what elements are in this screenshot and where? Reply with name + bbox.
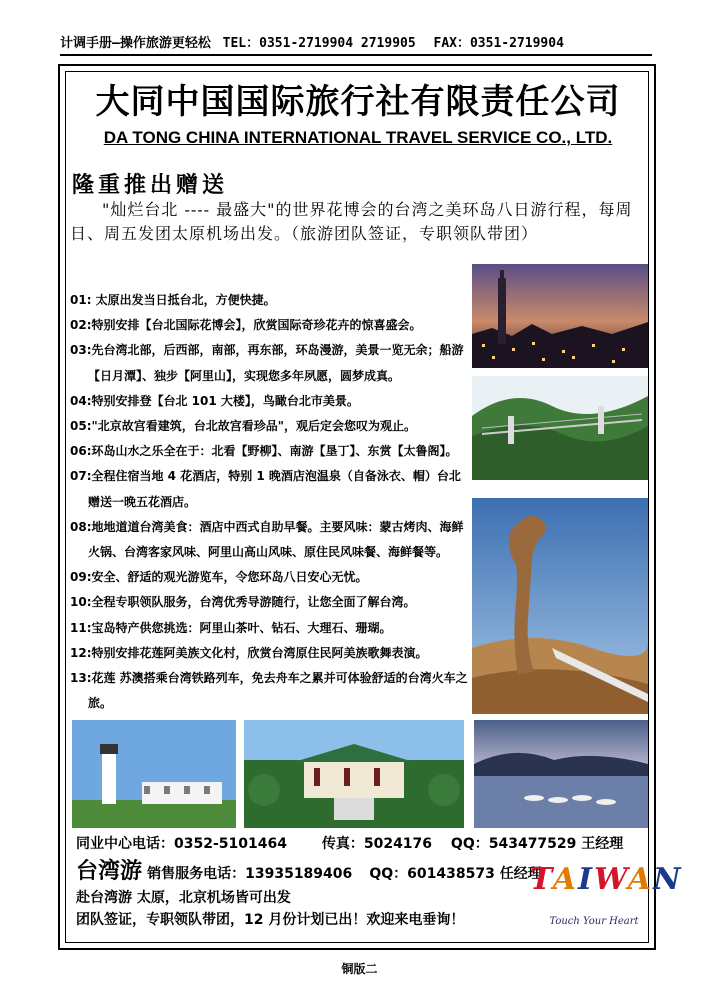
itinerary-item: 10:全程专职领队服务，台湾优秀导游随行，让您全面了解台湾。 xyxy=(70,595,416,610)
taipei-101-night-photo-icon xyxy=(472,264,648,368)
company-name-cn: 大同中国国际旅行社有限责任公司 xyxy=(95,82,621,122)
peer-contact-line xyxy=(76,834,623,854)
itinerary-list xyxy=(70,288,470,716)
logo-letter: A xyxy=(627,862,654,897)
itinerary-item: 08:地地道道台湾美食：酒店中西式自助早餐。主要风味：蒙古烤肉、海鲜火锅、台湾客家风味、阿里山高山风味、原住民风味餐、海鲜餐等。 xyxy=(70,519,464,560)
itinerary-item: 03:先台湾北部，后西部，南部，再东部，环岛漫游，美景一览无余；船游【日月潭】、独步【阿里山】，实现您多年夙愿，圆梦成真。 xyxy=(70,343,464,383)
company-name-en: DA TONG CHINA INTERNATIONAL TRAVEL SERVICE CO., LTD. xyxy=(103,128,613,147)
itinerary-item: 07:全程住宿当地 4 花酒店，特别 1 晚酒店泡温泉（自备泳衣、帽）台北赠送一晚五花酒店。 xyxy=(70,469,461,509)
qq-contact-2: QQ：601438573 任经理 xyxy=(369,866,542,882)
taiwan-logo-slogan: Touch Your Heart xyxy=(549,916,639,927)
itinerary-item: 09:安全、舒适的观光游览车，令您环岛八日安心无忧。 xyxy=(70,570,368,585)
itinerary-item: 06:环岛山水之乐全在于：北看【野柳】、南游【垦丁】、东赏【太鲁阁】。 xyxy=(70,444,458,459)
taiwan-logo-text xyxy=(530,862,683,897)
logo-letter: W xyxy=(594,862,628,897)
itinerary-item: 13:花莲 苏澳搭乘台湾铁路列车，免去舟车之累并可体验舒适的台湾火车之旅。 xyxy=(70,671,468,711)
top-header-strip xyxy=(60,34,652,56)
logo-letter: I xyxy=(577,862,595,897)
itinerary-item: 01: 太原出发当日抵台北，方便快捷。 xyxy=(70,293,276,307)
sales-contact-line xyxy=(76,858,542,888)
taiwan-tour-label: 台湾游 xyxy=(76,859,143,884)
header-tel: TEL：0351-2719904 2719905 xyxy=(222,36,416,51)
fax-number: 传真：5024176 xyxy=(321,836,433,852)
itinerary-item: 12:特别安排花莲阿美族文化村，欣赏台湾原住民阿美族歌舞表演。 xyxy=(70,645,428,660)
taiwan-logo xyxy=(530,856,683,936)
promo-intro: "灿烂台北 ---- 最盛大"的世界花博会的台湾之美环岛八日游行程，每周日、周五发团太原机场出发。（旅游团队签证，专职领队带团） xyxy=(70,200,633,243)
lighthouse-photo-icon xyxy=(72,720,236,828)
peer-center-phone: 同业中心电话：0352-5101464 xyxy=(76,836,287,852)
header-tagline: 计调手册—操作旅游更轻松 xyxy=(60,36,211,51)
footer-label: 铜版二 xyxy=(341,962,378,976)
itinerary-item: 02:特别安排【台北国际花博会】，欣赏国际奇珍花卉的惊喜盛会。 xyxy=(70,318,422,333)
qq-contact-1: QQ：543477529 王经理 xyxy=(450,836,624,852)
departure-note: 赴台湾游 太原，北京机场皆可出发 xyxy=(76,890,291,906)
queens-head-rock-photo-icon xyxy=(472,498,648,714)
itinerary-item: 11:宝岛特产供您挑选：阿里山茶叶、钻石、大理石、珊瑚。 xyxy=(70,620,392,635)
mountain-cable-bridge-photo-icon xyxy=(472,376,648,480)
palace-museum-photo-icon xyxy=(244,720,464,828)
logo-letter: T xyxy=(530,862,553,897)
header-fax: FAX：0351-2719904 xyxy=(433,36,564,51)
logo-letter: A xyxy=(552,862,578,897)
sales-phone: 销售服务电话：13935189406 xyxy=(147,866,353,882)
itinerary-item: 04:特别安排登【台北 101 大楼】，鸟瞰台北市美景。 xyxy=(70,393,359,408)
sun-moon-lake-photo-icon xyxy=(474,720,648,828)
promo-heading: 隆重推出赠送 xyxy=(72,172,229,198)
itinerary-item: 05:"北京故宫看建筑，台北故宫看珍品"，观后定会您叹为观止。 xyxy=(70,419,417,434)
visa-note: 团队签证，专职领队带团，12 月份计划已出！欢迎来电垂询！ xyxy=(76,912,465,928)
logo-letter: N xyxy=(653,862,683,897)
